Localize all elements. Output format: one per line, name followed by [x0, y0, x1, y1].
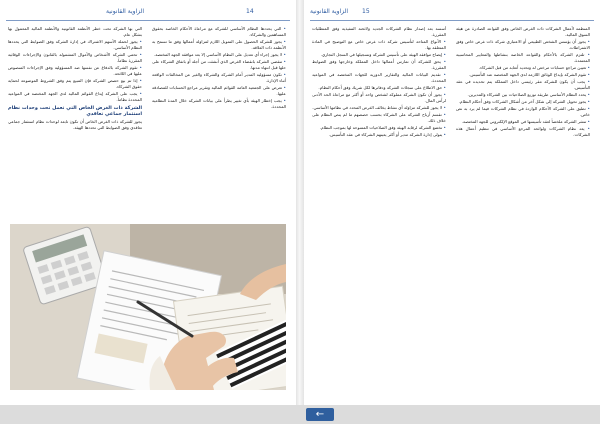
bullet-item: • إذا تم بيع حصص الشركة فإن المبيع يتم وفق الشروط الموضوعة لحماية حقوق الشركاء. [8, 78, 142, 90]
bullet-item: • تكون مسؤولية المدير أمام الشركة والشركاء والغير عن المخالفات الواقعة أثناء الإدارة. [152, 72, 286, 84]
paragraph: المنظمة لأعمال الشركات ذات الغرض الخاص وفق القواعد الصادرة عن هيئة السوق المالية. [456, 26, 590, 37]
bullet-item: • تطبق على الشركة الأحكام الواردة في نظام الشركات فيما لم يرد به نص خاص. [456, 106, 590, 118]
viewer-toolbar [0, 405, 600, 424]
page-header-title: الزاوية القانونية [106, 8, 144, 15]
page-left [0, 0, 296, 405]
document-signing-photo [10, 224, 286, 390]
bullet-item: • يجوز تحويل الشركة إلى شكل آخر من أشكال الشركات وفق أحكام النظام. [456, 99, 590, 105]
bullet-item: • يجوز أن يؤسس الشخص الطبيعي أو الاعتباري شركة ذات غرض خاص وفق الاشتراطات. [456, 39, 590, 51]
bullet-item: • يجب على الشركة إيداع القوائم المالية لدى الجهة المختصة في المواعيد المحددة نظاماً. [8, 91, 142, 103]
bullet-item: • تحمي الشركة الأشخاص والأموال المشمولة بالقانون والإجراءات الوقائية المقررة نظاماً. [8, 52, 142, 64]
bullet-item: • لا يجوز للشركة مزاولة أي نشاط يخالف الغرض المحدد في نظامها الأساسي. [312, 105, 446, 111]
bullet-item: • يحدد النظام الأساسي طريقة توزيع الصلاحيات بين الشركاء والمديرين. [456, 92, 590, 98]
bullet-item: • يتولى إدارة الشركة مدير أو أكثر يعينهم الشركاء في عقد التأسيس. [312, 132, 446, 138]
paragraph: أسسة بعد إصدار نظام الشركات الجديد ولائحته التنفيذية وفق المتطلبات المقررة. [312, 26, 446, 37]
text-column-right [456, 26, 590, 398]
bullet-item: • تقديم البيانات المالية والتقارير الدورية للجهات المختصة في المواعيد المحددة. [312, 72, 446, 84]
bullet-item: • التي يحددها النظام الأساسي للشركة مع مراعاة الأحكام الخاصة بحقوق المساهمين والشركاء. [152, 26, 286, 38]
arrow-left-icon: ← [315, 409, 325, 420]
paragraph: التي بها الشركة تحت خطر الأنظمة القانونية والأنظمة المالية المعمول بها بشكل عام. [8, 26, 142, 37]
bullet-item: • يحق للشركة أن تمارس أعمالها داخل المملكة وخارجها وفق الضوابط المقررة. [312, 59, 446, 71]
bullet-item: • إيضاح موافقة الهيئة على تأسيس الشركة وتسجيلها في السجل التجاري. [312, 52, 446, 58]
page-number: 14 [246, 8, 254, 15]
page-gutter [296, 0, 304, 405]
bullet-item: • تلتزم الشركة بالأحكام والقواعد الخاصة بنشاطها والمعايير المحاسبية المعتمدة. [456, 52, 590, 64]
bullet-item: • تخضع الشركة لرقابة الهيئة وفق الصلاحيات الممنوحة لها بموجب النظام. [312, 125, 446, 131]
bullet-item: • يجب إخطار الهيئة بأي تغيير يطرأ على بيانات الشركة خلال المدة النظامية المحددة. [152, 98, 286, 110]
bullet-item: • تعرض على الجمعية العامة القوائم المالية وتقرير مراجع الحسابات للمصادقة عليها. [152, 85, 286, 97]
page-header-title: الزاوية القانونية [310, 8, 348, 15]
text-column-left [312, 26, 446, 398]
next-page-button[interactable] [306, 408, 334, 421]
photo-illustration [10, 224, 286, 390]
header-rule [310, 20, 594, 21]
bullet-item: • الأنواع المتاحة لتأسيس شركة ذات غرض خاص مع التوضيح في المادة المتعلقة بها. [312, 39, 446, 51]
bullet-item: • يعد نظام الشركات ولوائحه المرجع الأساسي في تنظيم أعمال هذه الشركات. [456, 126, 590, 138]
bullet-item: • تنقضي الشركة بانقضاء الغرض الذي أنشئت من أجله أو باتفاق الشركاء على حلها قبل انتهاء مدتها. [152, 59, 286, 71]
page-right [304, 0, 600, 405]
bullet-item: • تنشر الشركة ملخصاً لعقد تأسيسها في الموقع الإلكتروني للجهة المختصة. [456, 119, 590, 125]
bullet-item: • لا يجوز إجراء أي تعديل على النظام الأساسي إلا بعد موافقة الجهة المختصة. [152, 52, 286, 58]
page-number: 15 [362, 8, 370, 15]
bullet-item: • يجوز لحملة الأسهم الاشتراك في إدارة الشركة وفق الضوابط التي يحددها النظام الأساسي. [8, 39, 142, 51]
bullet-item: • تقوم الشركة بالدفاع عن نفسها ضد المسؤولية وفق الإجراءات المنصوص عليها في اللائحة. [8, 65, 142, 77]
header-rule [6, 20, 290, 21]
text-column-left [8, 26, 142, 218]
bullet-item: • يجوز أن تكون الشركة مملوكة لشخص واحد أو أكثر مع مراعاة الحد الأدنى لرأس المال. [312, 92, 446, 104]
paragraph: يجوز للشركة ذات الغرض الخاص أن تكون تابعة لوحدات نظام استثمار جماعي تعاقدي وفق الضوابط التي تحددها الهيئة. [8, 119, 142, 131]
bullet-item: • تقوم الشركة بإيداع الوثائق اللازمة لدى الجهة المختصة عند التأسيس. [456, 72, 590, 78]
section-heading: الشركة ذات الغرض الخاص التي تعمل تحت وحدات نظام استثمار جماعي تعاقدي [8, 104, 142, 118]
bullet-item: • تعيين مراجع حسابات مرخص له وتحديد أتعابه من قبل الشركاء. [456, 65, 590, 71]
text-column-right [152, 26, 286, 218]
bullet-item: • يجب أن يكون للشركة مقر رئيسي داخل المملكة يتم تحديده في عقد التأسيس. [456, 79, 590, 91]
bullet-item: • تقسم أرباح الشركة على الشركاء بحسب حصصهم ما لم ينص النظام على خلاف ذلك. [312, 112, 446, 124]
bullet-item: • حق الاطلاع على سجلات الشركة ودفاترها لكل شريك وفق أحكام النظام. [312, 85, 446, 91]
bullet-item: • يجوز للشركة الحصول على التمويل اللازم لمزاولة أعمالها وفق ما تسمح به الأنظمة ذات العلاقة. [152, 39, 286, 51]
